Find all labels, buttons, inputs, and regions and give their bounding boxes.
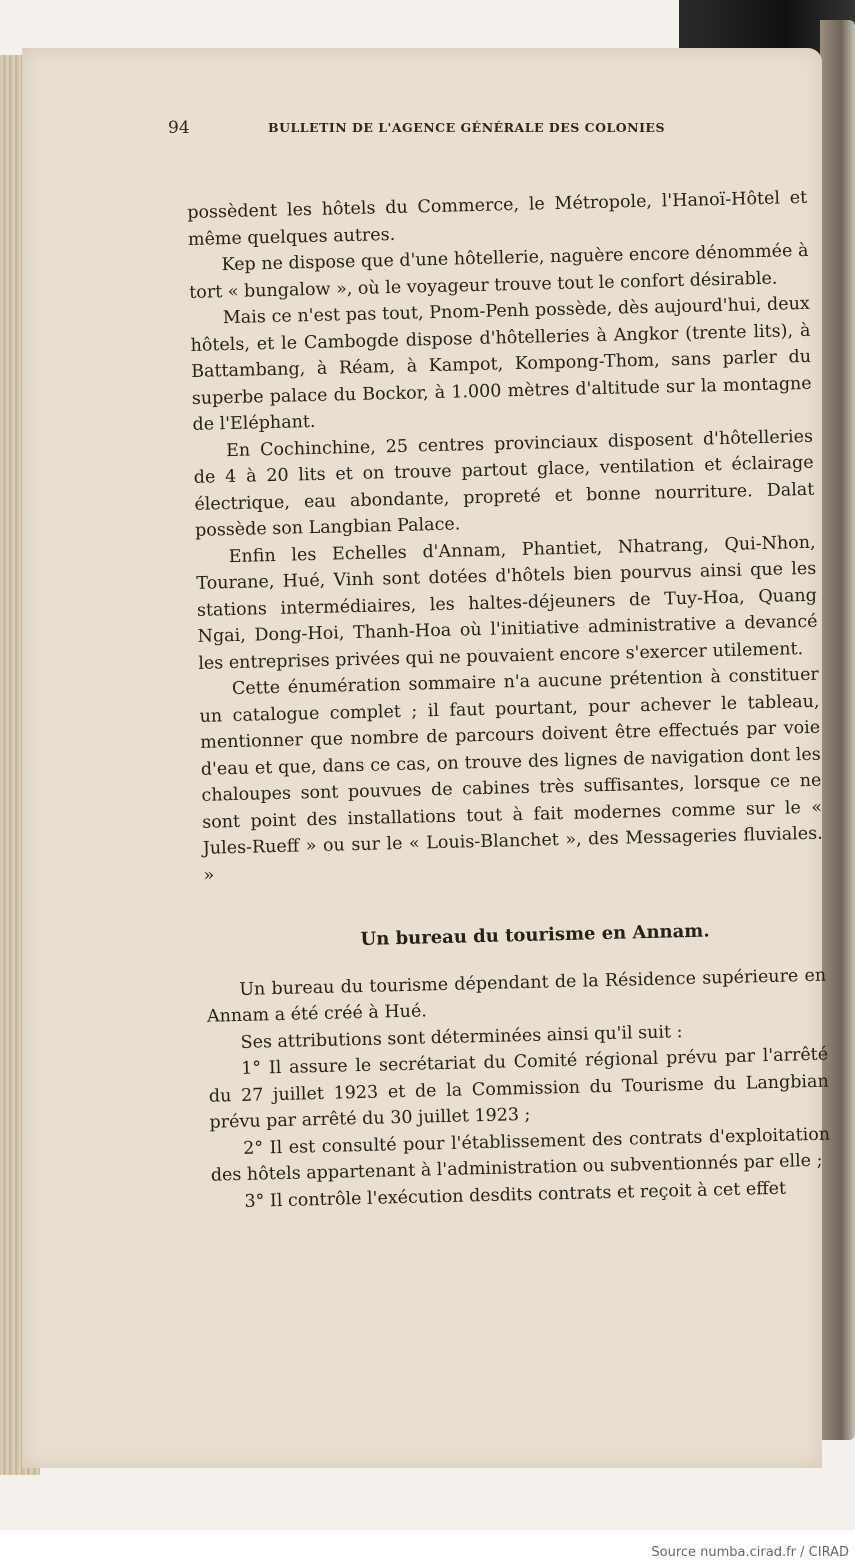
paragraph: Cette énumération sommaire n'a aucune prétention à constituer un catalogue complet ; il faut pourtant, pour achever le tableau, mentionner que nombre de parcours doivent être effectués par voie d'eau et que, dans ce cas, on trouve des lignes de navigation dont les chaloupes sont pouvues de cabines très suffisantes, lorsque ce ne sont point des installations tout à fait modernes comme sur le « Jules-Rueff » ou sur le « Louis-Blanchet », des Messageries fluviales. » (199, 664, 823, 886)
source-credit: Source numba.cirad.fr / CIRAD (651, 1545, 849, 1560)
section-title: Un bureau du tourisme en Annam. (360, 920, 710, 950)
paragraph: 3° Il contrôle l'exécution desdits contrats et reçoit à cet effet (244, 1178, 787, 1212)
paragraph: Enfin les Echelles d'Annam, Phantiet, Nhatrang, Qui-Nhon, Tourane, Hué, Vinh sont dotées d'hôtels bien pourvus ainsi que les stations intermédiaires, les haltes-déjeuners de Tuy-Hoa, Quang Ngai, Dong-Hoi, Thanh-Hoa où l'initiative administrative a devancé les entreprises privées qui ne pouvaient encore s'exercer utilement. (196, 532, 818, 674)
paragraph: 2° Il est consulté pour l'établissement des contrats d'exploitation des hôtels appartenant à l'administration ou subventionnés par elle ; (210, 1124, 831, 1186)
paragraph: Ses attributions sont déterminées ainsi qu'il suit : (240, 1021, 683, 1053)
text-body (187, 185, 832, 1216)
page-number: 94 (168, 118, 190, 138)
paragraph: 1° Il assure le secrétariat du Comité régional prévu par l'arrêté du 27 juillet 1923 et de la Commission du Tourisme du Langbian prévu par arrêté du 30 juillet 1923 ; (208, 1044, 829, 1133)
book-cover-edge (820, 20, 855, 1440)
paragraph: possèdent les hôtels du Commerce, le Métropole, l'Hanoï-Hôtel et même quelques autres. (187, 187, 808, 250)
paragraph: Kep ne dispose que d'une hôtellerie, naguère encore dénommée à tort « bungalow », où le voyageur trouve tout le confort désirable. (189, 240, 809, 303)
paragraph: Mais ce n'est pas tout, Pnom-Penh possède, dès aujourd'hui, deux hôtels, et le Cambogde dispose d'hôtelleries à Angkor (trente lits), à Battambang, à Réam, à Kampot, Kompong-Thom, sans parler du superbe palace du Bockor, à 1.000 mètres d'altitude sur la montagne de l'Eléphant. (190, 293, 812, 435)
paragraph: Un bureau du tourisme dépendant de la Résidence supérieure en Annam a été créé à Hué. (206, 965, 827, 1027)
running-head: BULLETIN DE L'AGENCE GÉNÉRALE DES COLONIES (268, 120, 665, 135)
paragraph: En Cochinchine, 25 centres provinciaux disposent d'hôtelleries de 4 à 20 lits et on trouve partout glace, ventilation et éclairage électrique, eau abondante, propreté et bonne nourriture. Dalat possède son Langbian Palace. (193, 426, 815, 541)
